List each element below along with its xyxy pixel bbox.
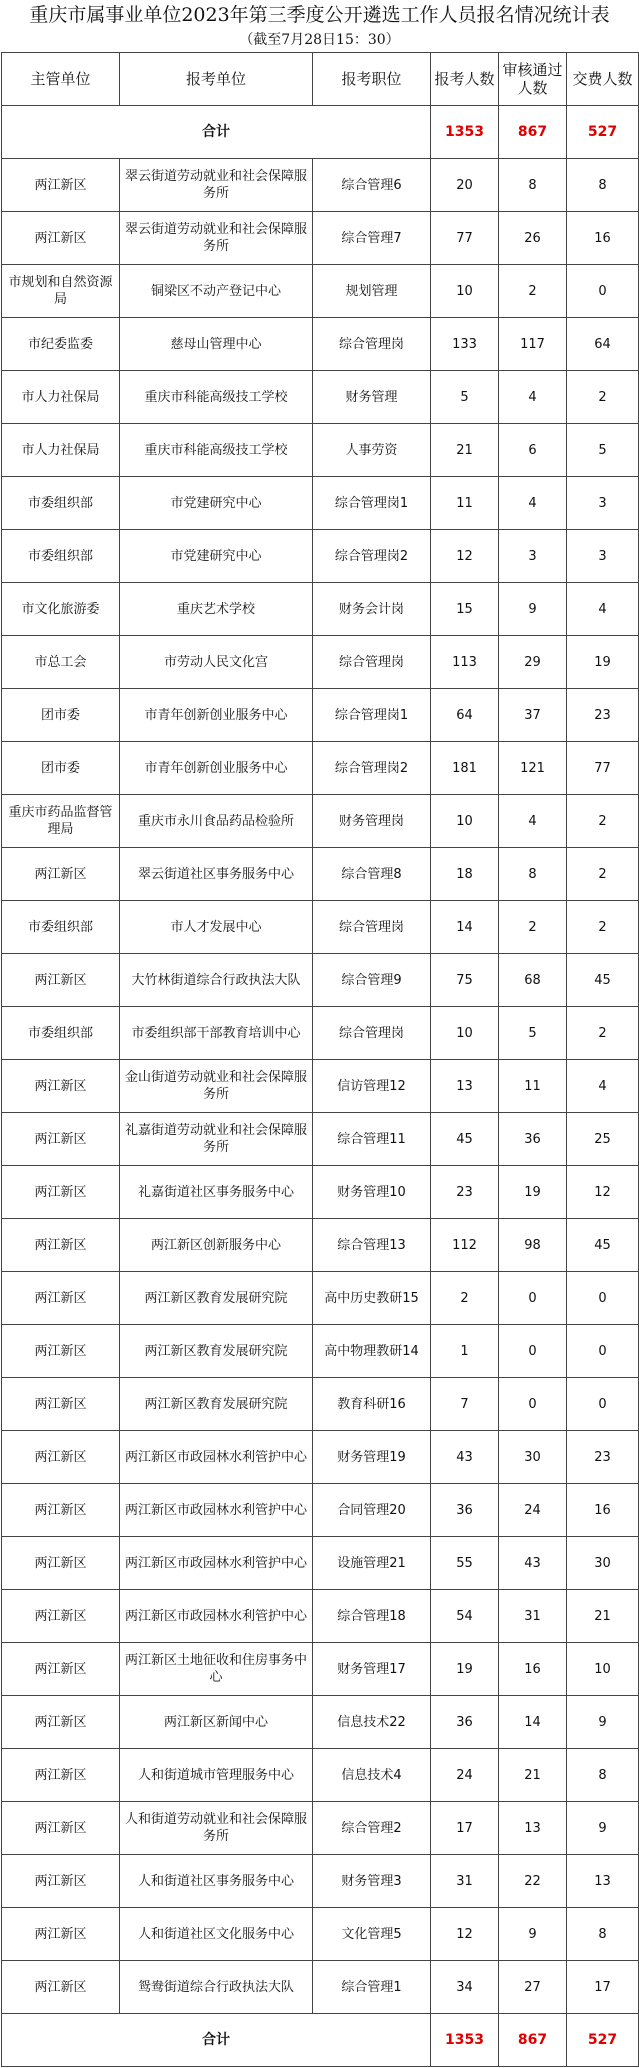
cell-paid: 30 — [567, 1537, 639, 1590]
cell-supervisor: 两江新区 — [2, 1643, 120, 1696]
cell-position: 财务管理 — [313, 371, 431, 424]
cell-applicants: 21 — [431, 424, 499, 477]
cell-position: 综合管理8 — [313, 848, 431, 901]
cell-approved: 4 — [499, 795, 567, 848]
cell-unit: 礼嘉街道社区事务服务中心 — [120, 1166, 313, 1219]
cell-approved: 16 — [499, 1643, 567, 1696]
cell-supervisor: 市规划和自然资源局 — [2, 265, 120, 318]
table-row — [2, 901, 639, 954]
header-position: 报考职位 — [313, 53, 431, 106]
cell-approved: 68 — [499, 954, 567, 1007]
cell-unit: 鸳鸯街道综合行政执法大队 — [120, 1961, 313, 2014]
cell-unit: 铜梁区不动产登记中心 — [120, 265, 313, 318]
cell-applicants: 112 — [431, 1219, 499, 1272]
cell-unit: 两江新区创新服务中心 — [120, 1219, 313, 1272]
cell-approved: 0 — [499, 1325, 567, 1378]
cell-position: 财务管理10 — [313, 1166, 431, 1219]
table-row — [2, 848, 639, 901]
cell-applicants: 43 — [431, 1431, 499, 1484]
cell-unit: 人和街道社区事务服务中心 — [120, 1855, 313, 1908]
cell-approved: 29 — [499, 636, 567, 689]
cell-approved: 121 — [499, 742, 567, 795]
cell-paid: 25 — [567, 1113, 639, 1166]
cell-supervisor: 两江新区 — [2, 1961, 120, 2014]
cell-position: 综合管理岗 — [313, 636, 431, 689]
cell-unit: 市劳动人民文化宫 — [120, 636, 313, 689]
cell-unit: 人和街道城市管理服务中心 — [120, 1749, 313, 1802]
table-row — [2, 1378, 639, 1431]
cell-paid: 0 — [567, 265, 639, 318]
cell-supervisor: 市总工会 — [2, 636, 120, 689]
table-row — [2, 1113, 639, 1166]
cell-supervisor: 市委组织部 — [2, 1007, 120, 1060]
cell-applicants: 10 — [431, 1007, 499, 1060]
cell-paid: 10 — [567, 1643, 639, 1696]
cell-applicants: 12 — [431, 1908, 499, 1961]
cell-supervisor: 市人力社保局 — [2, 371, 120, 424]
cell-supervisor: 两江新区 — [2, 1855, 120, 1908]
cell-unit: 两江新区市政园林水利管护中心 — [120, 1484, 313, 1537]
cell-position: 信访管理12 — [313, 1060, 431, 1113]
cell-unit: 大竹林街道综合行政执法大队 — [120, 954, 313, 1007]
cell-supervisor: 两江新区 — [2, 1060, 120, 1113]
total-label: 合计 — [2, 106, 431, 159]
cell-position: 综合管理18 — [313, 1590, 431, 1643]
cell-paid: 2 — [567, 371, 639, 424]
cell-supervisor: 两江新区 — [2, 954, 120, 1007]
table-row — [2, 583, 639, 636]
cell-applicants: 64 — [431, 689, 499, 742]
cell-supervisor: 两江新区 — [2, 1484, 120, 1537]
cell-paid: 3 — [567, 530, 639, 583]
header-approved: 审核通过人数 — [499, 53, 567, 106]
cell-supervisor: 重庆市药品监督管理局 — [2, 795, 120, 848]
cell-position: 综合管理岗 — [313, 1007, 431, 1060]
cell-unit: 两江新区市政园林水利管护中心 — [120, 1537, 313, 1590]
cell-paid: 2 — [567, 901, 639, 954]
table-row — [2, 1643, 639, 1696]
cell-position: 人事劳资 — [313, 424, 431, 477]
cell-unit: 市青年创新创业服务中心 — [120, 689, 313, 742]
cell-unit: 两江新区新闻中心 — [120, 1696, 313, 1749]
registration-table — [1, 52, 639, 2067]
cell-paid: 0 — [567, 1378, 639, 1431]
total-paid: 527 — [567, 106, 639, 159]
cell-unit: 翠云街道劳动就业和社会保障服务所 — [120, 212, 313, 265]
cell-supervisor: 两江新区 — [2, 1166, 120, 1219]
table-row — [2, 1537, 639, 1590]
cell-paid: 64 — [567, 318, 639, 371]
table-row — [2, 1060, 639, 1113]
cell-paid: 8 — [567, 1908, 639, 1961]
table-row — [2, 1696, 639, 1749]
table-row — [2, 530, 639, 583]
cell-position: 高中物理教研14 — [313, 1325, 431, 1378]
cell-applicants: 10 — [431, 795, 499, 848]
cell-supervisor: 两江新区 — [2, 1325, 120, 1378]
cell-supervisor: 团市委 — [2, 689, 120, 742]
cell-paid: 9 — [567, 1802, 639, 1855]
cell-position: 综合管理岗1 — [313, 477, 431, 530]
cell-approved: 31 — [499, 1590, 567, 1643]
cell-paid: 4 — [567, 583, 639, 636]
cell-position: 合同管理20 — [313, 1484, 431, 1537]
table-row — [2, 265, 639, 318]
cell-position: 财务会计岗 — [313, 583, 431, 636]
cell-applicants: 1 — [431, 1325, 499, 1378]
cell-paid: 16 — [567, 1484, 639, 1537]
cell-position: 综合管理9 — [313, 954, 431, 1007]
cell-paid: 0 — [567, 1272, 639, 1325]
cell-unit: 重庆艺术学校 — [120, 583, 313, 636]
cell-paid: 2 — [567, 848, 639, 901]
cell-unit: 两江新区市政园林水利管护中心 — [120, 1431, 313, 1484]
cell-applicants: 2 — [431, 1272, 499, 1325]
cell-applicants: 23 — [431, 1166, 499, 1219]
table-row — [2, 318, 639, 371]
cell-unit: 翠云街道社区事务服务中心 — [120, 848, 313, 901]
cell-supervisor: 两江新区 — [2, 1431, 120, 1484]
cell-supervisor: 市人力社保局 — [2, 424, 120, 477]
cell-position: 财务管理19 — [313, 1431, 431, 1484]
cell-applicants: 45 — [431, 1113, 499, 1166]
cell-position: 综合管理岗 — [313, 901, 431, 954]
cell-supervisor: 市委组织部 — [2, 901, 120, 954]
table-row — [2, 371, 639, 424]
cell-applicants: 10 — [431, 265, 499, 318]
cell-applicants: 113 — [431, 636, 499, 689]
cell-position: 财务管理3 — [313, 1855, 431, 1908]
cell-supervisor: 两江新区 — [2, 159, 120, 212]
cell-position: 综合管理11 — [313, 1113, 431, 1166]
cell-paid: 8 — [567, 159, 639, 212]
cell-supervisor: 两江新区 — [2, 1590, 120, 1643]
table-row — [2, 1007, 639, 1060]
cell-position: 综合管理岗2 — [313, 530, 431, 583]
cell-applicants: 54 — [431, 1590, 499, 1643]
cell-approved: 5 — [499, 1007, 567, 1060]
table-row — [2, 1908, 639, 1961]
cell-position: 综合管理2 — [313, 1802, 431, 1855]
page-subtitle: （截至7月28日15：30） — [239, 32, 400, 48]
table-row — [2, 212, 639, 265]
cell-position: 文化管理5 — [313, 1908, 431, 1961]
header-row — [2, 53, 639, 106]
cell-approved: 27 — [499, 1961, 567, 2014]
cell-unit: 慈母山管理中心 — [120, 318, 313, 371]
cell-unit: 市委组织部干部教育培训中心 — [120, 1007, 313, 1060]
table-row — [2, 1431, 639, 1484]
cell-approved: 8 — [499, 848, 567, 901]
cell-approved: 36 — [499, 1113, 567, 1166]
cell-position: 信息技术22 — [313, 1696, 431, 1749]
cell-applicants: 34 — [431, 1961, 499, 2014]
cell-applicants: 181 — [431, 742, 499, 795]
cell-unit: 礼嘉街道劳动就业和社会保障服务所 — [120, 1113, 313, 1166]
table-row — [2, 689, 639, 742]
cell-approved: 9 — [499, 1908, 567, 1961]
cell-unit: 两江新区土地征收和住房事务中心 — [120, 1643, 313, 1696]
cell-paid: 8 — [567, 1749, 639, 1802]
cell-approved: 8 — [499, 159, 567, 212]
cell-unit: 两江新区教育发展研究院 — [120, 1325, 313, 1378]
cell-position: 设施管理21 — [313, 1537, 431, 1590]
cell-applicants: 7 — [431, 1378, 499, 1431]
table-row — [2, 477, 639, 530]
cell-supervisor: 团市委 — [2, 742, 120, 795]
table-row — [2, 1855, 639, 1908]
cell-supervisor: 市文化旅游委 — [2, 583, 120, 636]
cell-approved: 22 — [499, 1855, 567, 1908]
cell-unit: 重庆市科能高级技工学校 — [120, 371, 313, 424]
cell-applicants: 11 — [431, 477, 499, 530]
total-label: 合计 — [2, 2014, 431, 2067]
cell-paid: 12 — [567, 1166, 639, 1219]
cell-applicants: 5 — [431, 371, 499, 424]
total-approved: 867 — [499, 2014, 567, 2067]
cell-paid: 21 — [567, 1590, 639, 1643]
table-row — [2, 742, 639, 795]
cell-applicants: 36 — [431, 1484, 499, 1537]
cell-applicants: 31 — [431, 1855, 499, 1908]
cell-unit: 两江新区教育发展研究院 — [120, 1272, 313, 1325]
cell-approved: 26 — [499, 212, 567, 265]
cell-supervisor: 两江新区 — [2, 1908, 120, 1961]
cell-supervisor: 两江新区 — [2, 1802, 120, 1855]
cell-supervisor: 市纪委监委 — [2, 318, 120, 371]
cell-supervisor: 两江新区 — [2, 1378, 120, 1431]
cell-paid: 9 — [567, 1696, 639, 1749]
cell-approved: 117 — [499, 318, 567, 371]
table-row — [2, 954, 639, 1007]
cell-unit: 市人才发展中心 — [120, 901, 313, 954]
cell-unit: 金山街道劳动就业和社会保障服务所 — [120, 1060, 313, 1113]
cell-applicants: 19 — [431, 1643, 499, 1696]
header-paid: 交费人数 — [567, 53, 639, 106]
cell-supervisor: 两江新区 — [2, 1272, 120, 1325]
cell-approved: 43 — [499, 1537, 567, 1590]
cell-supervisor: 两江新区 — [2, 212, 120, 265]
cell-position: 财务管理岗 — [313, 795, 431, 848]
cell-supervisor: 市委组织部 — [2, 477, 120, 530]
cell-approved: 2 — [499, 901, 567, 954]
cell-approved: 4 — [499, 371, 567, 424]
cell-unit: 市青年创新创业服务中心 — [120, 742, 313, 795]
table-row — [2, 1590, 639, 1643]
cell-position: 综合管理岗2 — [313, 742, 431, 795]
table-row — [2, 1961, 639, 2014]
cell-position: 教育科研16 — [313, 1378, 431, 1431]
cell-unit: 人和街道劳动就业和社会保障服务所 — [120, 1802, 313, 1855]
cell-approved: 21 — [499, 1749, 567, 1802]
cell-supervisor: 两江新区 — [2, 848, 120, 901]
cell-applicants: 75 — [431, 954, 499, 1007]
cell-approved: 37 — [499, 689, 567, 742]
cell-applicants: 12 — [431, 530, 499, 583]
cell-unit: 重庆市科能高级技工学校 — [120, 424, 313, 477]
header-unit: 报考单位 — [120, 53, 313, 106]
table-row — [2, 1272, 639, 1325]
table-row — [2, 795, 639, 848]
table-row — [2, 636, 639, 689]
cell-approved: 9 — [499, 583, 567, 636]
total-row-top — [2, 106, 639, 159]
cell-paid: 17 — [567, 1961, 639, 2014]
cell-applicants: 14 — [431, 901, 499, 954]
cell-paid: 0 — [567, 1325, 639, 1378]
cell-approved: 0 — [499, 1272, 567, 1325]
cell-position: 综合管理6 — [313, 159, 431, 212]
cell-applicants: 20 — [431, 159, 499, 212]
cell-approved: 6 — [499, 424, 567, 477]
cell-approved: 98 — [499, 1219, 567, 1272]
header-applicants: 报考人数 — [431, 53, 499, 106]
cell-applicants: 55 — [431, 1537, 499, 1590]
cell-approved: 13 — [499, 1802, 567, 1855]
total-applicants: 1353 — [431, 2014, 499, 2067]
cell-supervisor: 两江新区 — [2, 1113, 120, 1166]
cell-paid: 4 — [567, 1060, 639, 1113]
table-row — [2, 159, 639, 212]
table-row — [2, 1166, 639, 1219]
cell-paid: 19 — [567, 636, 639, 689]
cell-unit: 重庆市永川食品药品检验所 — [120, 795, 313, 848]
cell-applicants: 77 — [431, 212, 499, 265]
page-title: 重庆市属事业单位2023年第三季度公开遴选工作人员报名情况统计表 — [29, 4, 610, 26]
cell-position: 综合管理岗1 — [313, 689, 431, 742]
cell-approved: 3 — [499, 530, 567, 583]
cell-paid: 45 — [567, 1219, 639, 1272]
cell-paid: 13 — [567, 1855, 639, 1908]
total-applicants: 1353 — [431, 106, 499, 159]
cell-applicants: 133 — [431, 318, 499, 371]
cell-paid: 3 — [567, 477, 639, 530]
cell-supervisor: 市委组织部 — [2, 530, 120, 583]
cell-applicants: 15 — [431, 583, 499, 636]
cell-position: 综合管理7 — [313, 212, 431, 265]
cell-paid: 5 — [567, 424, 639, 477]
cell-paid: 45 — [567, 954, 639, 1007]
cell-position: 信息技术4 — [313, 1749, 431, 1802]
cell-position: 规划管理 — [313, 265, 431, 318]
cell-unit: 市党建研究中心 — [120, 477, 313, 530]
cell-unit: 两江新区市政园林水利管护中心 — [120, 1590, 313, 1643]
table-row — [2, 1802, 639, 1855]
cell-applicants: 18 — [431, 848, 499, 901]
cell-paid: 2 — [567, 795, 639, 848]
cell-approved: 11 — [499, 1060, 567, 1113]
header-supervisor: 主管单位 — [2, 53, 120, 106]
cell-approved: 19 — [499, 1166, 567, 1219]
cell-unit: 市党建研究中心 — [120, 530, 313, 583]
table-row — [2, 1749, 639, 1802]
cell-paid: 23 — [567, 689, 639, 742]
cell-approved: 2 — [499, 265, 567, 318]
cell-position: 综合管理13 — [313, 1219, 431, 1272]
cell-paid: 77 — [567, 742, 639, 795]
cell-approved: 24 — [499, 1484, 567, 1537]
cell-supervisor: 两江新区 — [2, 1749, 120, 1802]
cell-paid: 23 — [567, 1431, 639, 1484]
table-row — [2, 1325, 639, 1378]
total-paid: 527 — [567, 2014, 639, 2067]
table-row — [2, 1484, 639, 1537]
cell-position: 综合管理1 — [313, 1961, 431, 2014]
cell-approved: 4 — [499, 477, 567, 530]
table-row — [2, 1219, 639, 1272]
cell-approved: 14 — [499, 1696, 567, 1749]
table-row — [2, 424, 639, 477]
cell-applicants: 17 — [431, 1802, 499, 1855]
cell-paid: 2 — [567, 1007, 639, 1060]
cell-approved: 30 — [499, 1431, 567, 1484]
cell-position: 高中历史教研15 — [313, 1272, 431, 1325]
cell-position: 综合管理岗 — [313, 318, 431, 371]
cell-paid: 16 — [567, 212, 639, 265]
cell-supervisor: 两江新区 — [2, 1537, 120, 1590]
cell-supervisor: 两江新区 — [2, 1219, 120, 1272]
cell-unit: 两江新区教育发展研究院 — [120, 1378, 313, 1431]
cell-supervisor: 两江新区 — [2, 1696, 120, 1749]
cell-unit: 翠云街道劳动就业和社会保障服务所 — [120, 159, 313, 212]
cell-applicants: 36 — [431, 1696, 499, 1749]
total-row-bottom — [2, 2014, 639, 2067]
cell-position: 财务管理17 — [313, 1643, 431, 1696]
cell-unit: 人和街道社区文化服务中心 — [120, 1908, 313, 1961]
total-approved: 867 — [499, 106, 567, 159]
cell-applicants: 24 — [431, 1749, 499, 1802]
cell-approved: 0 — [499, 1378, 567, 1431]
cell-applicants: 13 — [431, 1060, 499, 1113]
